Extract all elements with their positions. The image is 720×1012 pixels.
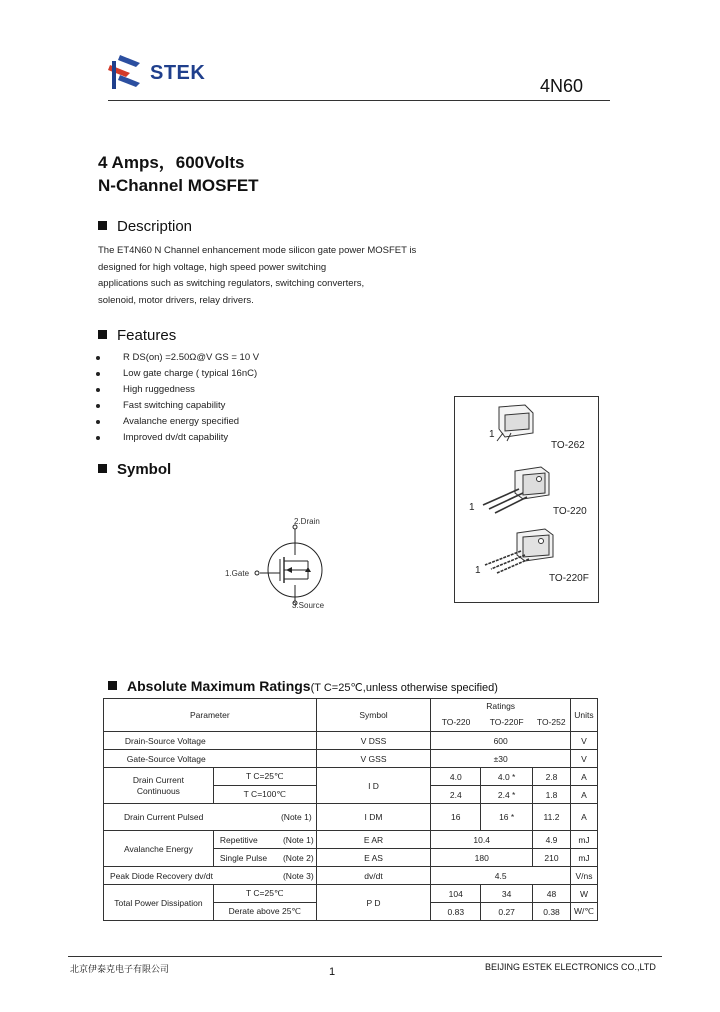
mosfet-symbol-icon [220,515,340,615]
param-value: 2.8 [533,768,571,786]
param-value: 4.0 [431,768,481,786]
table-row [104,867,598,885]
brand-name: STEK [150,62,206,84]
to262-package-icon [491,403,541,443]
logo [106,53,142,93]
description-text [98,243,438,309]
param-label [104,804,317,831]
param-label: Total Power Dissipation [104,885,214,921]
param-value: ±30 [431,750,571,768]
gate-label: 1.Gate [225,569,250,578]
table-row [104,750,598,768]
description-line: The ET4N60 N Channel enhancement mode silicon gate power MOSFET is [98,245,417,256]
header-symbol: Symbol [316,699,431,732]
param-unit: V [570,750,597,768]
table-row [104,768,598,786]
param-symbol: E AR [316,831,431,849]
param-value: 2.4 * [481,786,533,804]
param-value: 0.27 [481,903,533,921]
param-value: 34 [481,885,533,903]
param-label-text: Drain Current Pulsed [124,812,204,822]
package-label-to262: TO-262 [551,440,585,451]
feature-item: Low gate charge ( typical 16nC) [123,366,423,382]
to220-package-icon [475,465,565,515]
source-label: 3.Source [292,601,325,610]
param-value: 1.8 [533,786,571,804]
ratings-heading [108,678,498,694]
title-line-1: 4 Amps，600Volts [98,153,245,172]
param-value: 16 * [481,804,533,831]
to220f-package-icon [481,527,571,575]
param-label: Drain Current Continuous [104,768,214,804]
table-row [104,732,598,750]
table-row [104,885,598,903]
param-symbol: I DM [316,804,431,831]
param-unit: A [570,768,597,786]
param-sub: Single Pulse [219,852,268,863]
param-value: 11.2 [533,804,571,831]
param-note: (Note 2) [282,852,314,863]
part-number: 4N60 [540,76,584,96]
param-symbol: V DSS [316,732,431,750]
param-symbol: I D [316,768,431,804]
param-value: 0.38 [533,903,571,921]
param-unit: mJ [570,831,597,849]
header-col-to252: TO-252 [533,713,571,732]
description-line: designed for high voltage, high speed power switching [98,261,327,273]
table-header-row [104,699,598,714]
package-box [454,396,599,603]
param-note: (Note 3) [282,870,314,881]
header-rule [108,100,610,101]
feature-item: Avalanche energy specified [123,414,423,430]
header-ratings: Ratings [431,699,571,714]
symbol-heading-text: Symbol [117,461,172,478]
logo-icon [106,53,142,93]
param-note: (Note 1) [280,812,312,822]
param-unit: mJ [570,849,597,867]
ratings-table [103,698,598,921]
param-unit: A [570,804,597,831]
bullet-square-icon [108,681,117,690]
pin-1-label: 1 [475,565,481,576]
param-sub: Repetitive [219,834,258,845]
param-label: Drain-Source Voltage [104,732,317,750]
param-label: Gate-Source Voltage [104,750,317,768]
page-number: 1 [329,966,336,978]
symbol-heading [98,461,171,478]
param-value: 104 [431,885,481,903]
param-condition: T C=25℃ [213,768,316,786]
param-unit: A [570,786,597,804]
param-value: 210 [533,849,571,867]
header-col-to220: TO-220 [441,717,471,727]
ratings-condition: (T C=25℃,unless otherwise specified) [310,682,498,694]
drain-label: 2.Drain [294,517,320,526]
header-col-to220f: TO-220F [489,717,524,727]
description-heading-text: Description [117,218,193,235]
param-condition: T C=100℃ [213,786,316,804]
bullet-square-icon [98,464,107,473]
features-heading-text: Features [117,327,177,344]
bullet-square-icon [98,330,107,339]
param-unit: W [570,885,597,903]
package-label-to220: TO-220 [553,506,587,517]
ratings-heading-text: Absolute Maximum Ratings [127,678,311,694]
param-value: 4.9 [533,831,571,849]
table-row [104,804,598,831]
param-value: 600 [431,732,571,750]
features-list [96,350,423,446]
footer-company-en: BEIJING ESTEK ELECTRONICS CO.,LTD [485,962,656,972]
param-value: 10.4 [431,831,533,849]
pin-1-label: 1 [489,429,495,440]
title-line-2: N-Channel MOSFET [98,176,259,195]
param-value: 2.4 [431,786,481,804]
footer-company-cn: 北京伊泰克电子有限公司 [70,964,170,974]
param-unit: V [570,732,597,750]
param-value: 16 [431,804,481,831]
features-heading [98,327,176,344]
param-condition [213,831,316,849]
mosfet-symbol [220,515,340,615]
feature-item: R DS(on) =2.50Ω@V GS = 10 V [123,350,423,366]
feature-item: High ruggedness [123,382,423,398]
param-unit: V/ns [570,867,597,885]
package-label-to220f: TO-220F [549,573,589,584]
table-row [104,831,598,849]
footer-rule [68,956,662,957]
pin-1-label: 1 [469,502,475,513]
param-label-text: Peak Diode Recovery dv/dt [110,870,213,881]
description-line: solenoid, motor drivers, relay drivers. [98,294,254,306]
param-condition [213,849,316,867]
feature-item: Improved dv/dt capability [123,430,423,446]
param-label: Avalanche Energy [104,831,214,867]
param-symbol: E AS [316,849,431,867]
param-label [104,867,317,885]
header-units: Units [570,699,597,732]
param-condition: T C=25℃ [213,885,316,903]
param-note: (Note 1) [282,834,314,845]
feature-item: Fast switching capability [123,398,423,414]
param-value: 48 [533,885,571,903]
header-parameter: Parameter [104,699,317,732]
param-symbol: dv/dt [316,867,431,885]
description-line: applications such as switching regulators, switching converters, [98,278,365,289]
param-value: 4.5 [431,867,571,885]
param-value: 0.83 [431,903,481,921]
bullet-square-icon [98,221,107,230]
param-unit: W/℃ [570,903,597,921]
param-value: 4.0 * [481,768,533,786]
param-value: 180 [431,849,533,867]
param-condition: Derate above 25℃ [213,903,316,921]
param-symbol: P D [316,885,431,921]
description-heading [98,218,192,235]
param-symbol: V GSS [316,750,431,768]
